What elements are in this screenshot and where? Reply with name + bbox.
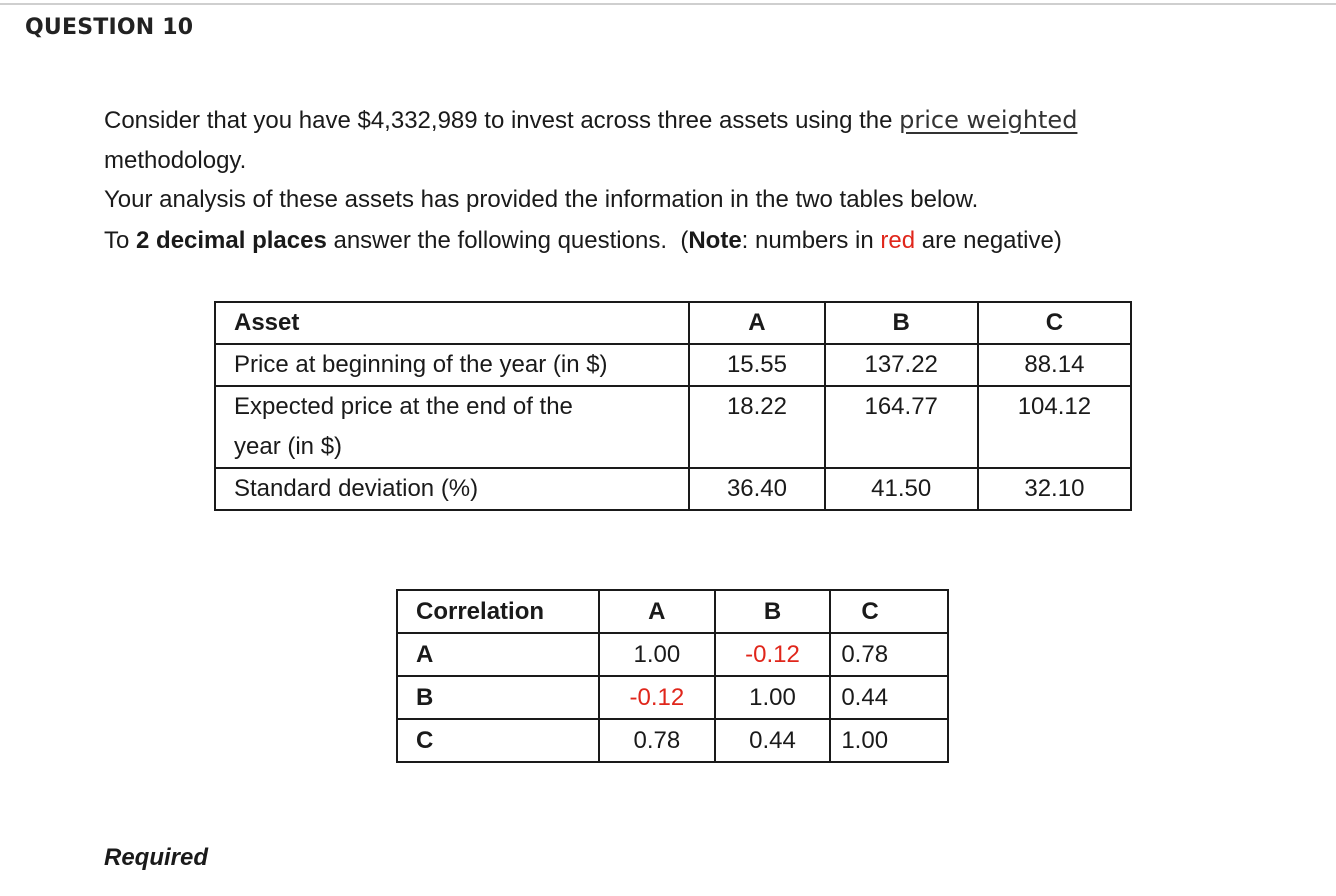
top-divider (0, 3, 1336, 5)
correlation-header-row (397, 590, 948, 633)
intro-paragraph (104, 100, 1289, 181)
note-suffix: are negative) (915, 227, 1062, 254)
correlation-row-label-c: C (397, 719, 599, 762)
table-row (215, 344, 1131, 386)
table-row (215, 468, 1131, 510)
asset-header-b: B (825, 302, 978, 344)
row-label-expected-price-line2: year (in $) (234, 433, 343, 460)
required-heading: Required (104, 844, 209, 871)
note-red-word: red (880, 227, 916, 254)
note-middle: : numbers in (741, 227, 881, 254)
cell-price-beginning-b: 137.22 (825, 344, 978, 386)
cell-std-dev-c: 32.10 (978, 468, 1131, 510)
intro-line1-continuation: methodology. (104, 147, 247, 174)
instructions-sentence (104, 221, 1289, 261)
row-label-expected-price-line1: Expected price at the end of the (234, 393, 573, 420)
cell-expected-price-c: 104.12 (978, 386, 1131, 468)
note-label: Note (688, 227, 742, 254)
correlation-header-a: A (599, 590, 715, 633)
question-title: QUESTION 10 (25, 15, 194, 40)
correlation-header-c: C (830, 590, 948, 633)
correlation-table (396, 589, 949, 763)
asset-header-label: Asset (215, 302, 689, 344)
intro-line1-text: Consider that you have $4,332,989 to invest across three assets using the (104, 107, 900, 134)
row-label-price-beginning: Price at beginning of the year (in $) (215, 344, 689, 386)
asset-header-a: A (689, 302, 824, 344)
row-label-expected-price (215, 386, 689, 468)
cell-price-beginning-c: 88.14 (978, 344, 1131, 386)
table-row (397, 633, 948, 676)
cell-std-dev-a: 36.40 (689, 468, 824, 510)
cell-price-beginning-a: 15.55 (689, 344, 824, 386)
table-row (215, 386, 1131, 468)
correlation-header-label: Correlation (397, 590, 599, 633)
cell-std-dev-b: 41.50 (825, 468, 978, 510)
correlation-row-label-b: B (397, 676, 599, 719)
corr-a-a: 1.00 (599, 633, 715, 676)
asset-table-header-row (215, 302, 1131, 344)
corr-c-b: 0.44 (715, 719, 831, 762)
decimal-places-emphasis: 2 decimal places (136, 227, 327, 254)
table-row (397, 719, 948, 762)
corr-b-a: -0.12 (599, 676, 715, 719)
corr-a-b: -0.12 (715, 633, 831, 676)
correlation-row-label-a: A (397, 633, 599, 676)
asset-table (214, 301, 1132, 511)
instructions-prefix: To (104, 227, 137, 254)
row-label-std-dev: Standard deviation (%) (215, 468, 689, 510)
corr-b-c: 0.44 (830, 676, 948, 719)
asset-header-c: C (978, 302, 1131, 344)
instructions-middle: answer the following questions. ( (326, 227, 689, 254)
corr-b-b: 1.00 (715, 676, 831, 719)
price-weighted-link[interactable]: price weighted (899, 106, 1078, 134)
corr-a-c: 0.78 (830, 633, 948, 676)
analysis-sentence: Your analysis of these assets has provided the information in the two tables below. (104, 186, 979, 213)
correlation-header-b: B (715, 590, 831, 633)
cell-expected-price-a: 18.22 (689, 386, 824, 468)
table-row (397, 676, 948, 719)
cell-expected-price-b: 164.77 (825, 386, 978, 468)
corr-c-a: 0.78 (599, 719, 715, 762)
corr-c-c: 1.00 (830, 719, 948, 762)
